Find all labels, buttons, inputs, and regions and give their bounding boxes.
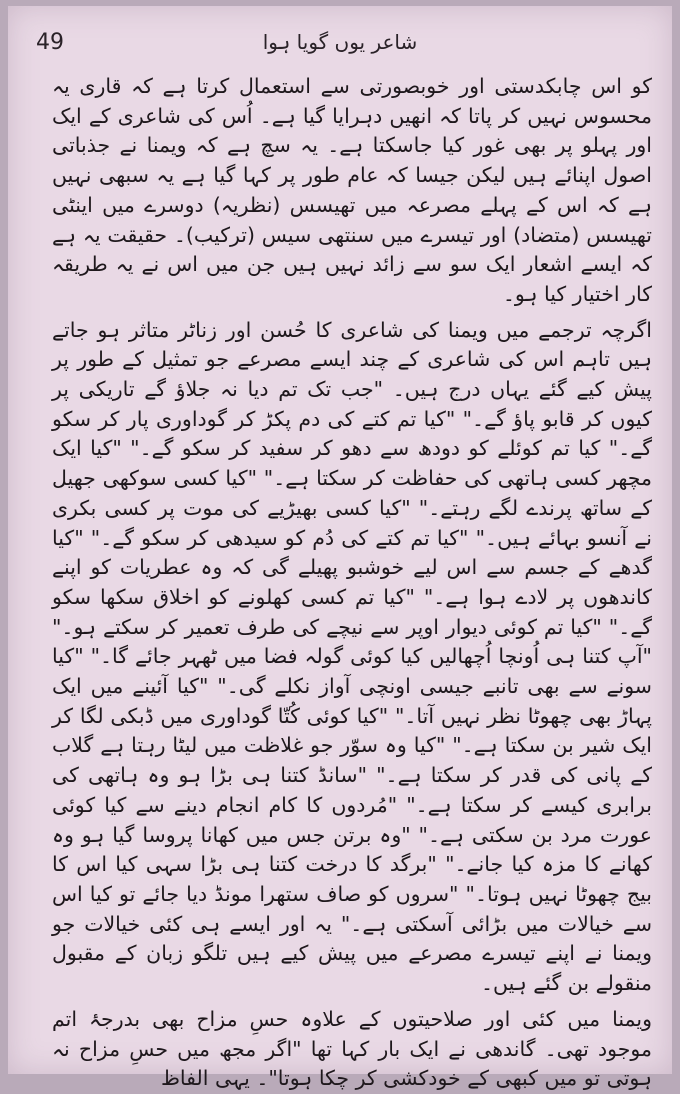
- page-header: [8, 30, 672, 60]
- paragraph: اگرچہ ترجمے میں ویمنا کی شاعری کا حُسن اور زناٹر متاثر ہو جاتے ہیں تاہم اس کی شاعری کے چند ایسے مصرعے جو تمثیل کے طور پر پیش کیے گئے یہاں درج ہیں۔ "جب تک تم دیا نہ جلاؤ گے تاریکی پر کیوں کر قابو پاؤ گے۔" "کیا تم کتے کی دم پکڑ کر گوداوری پار کر سکو گے۔" کیا تم کوئلے کو دودھ سے دھو کر سفید کر سکو گے۔" "کیا ایک مچھر کسی ہاتھی کی حفاظت کر سکتا ہے۔" "کیا کسی سوکھی جھیل کے ساتھ پرندے لگے رہتے۔" "کیا کسی بھیڑیے کی موت پر کسی بکری نے آنسو بہائے ہیں۔" "کیا تم کتے کی دُم کو سیدھی کر سکو گے۔" "کیا گدھے کے جسم سے اس لیے خوشبو پھیلے گی کہ وہ عطریات کو اپنے کاندھوں پر لادے ہوا ہے۔" "کیا تم کسی کھلونے کو اخلاق سکھا سکو گے۔" "کیا تم کوئی دیوار اوپر سے نیچے کی طرف تعمیر کر سکتے ہو۔" "آپ کتنا ہی اُونچا اُچھالیں کیا کوئی گولہ فضا میں ٹھہر جائے گا۔" "کیا سونے سے بھی تانبے جیسی اونچی آواز نکلے گی۔" "کیا آئینے میں ایک پہاڑ بھی چھوٹا نظر نہیں آتا۔" "کیا کوئی کُتّا گوداوری میں ڈبکی لگا کر ایک شیر بن سکتا ہے۔" "کیا وہ سوّر جو غلاظت میں لیٹا رہتا ہے گلاب کے پانی کی قدر کر سکتا ہے۔" "سانڈ کتنا ہی بڑا ہو وہ ہاتھی کی برابری کیسے کر سکتا ہے۔" "مُردوں کا کام انجام دینے سے کیا کوئی عورت مرد بن سکتی ہے۔" "وہ برتن جس میں کھانا پروسا گیا ہو وہ کھانے کا مزہ کیا جانے۔" "برگد کا درخت کتنا ہی بڑا سہی کیا اس کا بیج چھوٹا نہیں ہوتا۔" "سروں کو صاف ستھرا مونڈ دیا جائے تو کیا اس سے خیالات میں بڑائی آسکتی ہے۔" یہ اور ایسے ہی کئی خیالات جو ویمنا نے اپنے تیسرے مصرعے میں پیش کیے ہیں تلگو زبان کے مقبول منقولے بن گئے ہیں۔: [52, 317, 652, 996]
- body-text: [52, 72, 652, 1094]
- running-header: شاعر یوں گویا ہوا: [262, 30, 418, 54]
- page-number: 49: [36, 30, 64, 55]
- paragraph: کو اس چابکدستی اور خوبصورتی سے استعمال کرتا ہے کہ قاری یہ محسوس نہیں کر پاتا کہ انھیں دہرایا گیا ہے۔ اُس کی شاعری کے ایک اور پہلو پر بھی غور کیا جاسکتا ہے۔ یہ سچ ہے کہ ویمنا نے جذباتی اصول اپنائے ہیں لیکن جیسا کہ عام طور پر کہا گیا ہے یہ سبھی نہیں ہے کہ اس کے پہلے مصرعہ میں تھیسس (نظریہ) دوسرے میں اینٹی تھیسس (متضاد) اور تیسرے میں سنتھی سیس (ترکیب)۔ حقیقت یہ ہے کہ ایسے اشعار ایک سو سے زائد نہیں ہیں جن میں اس نے یہ طریقہ کار اختیار کیا ہو۔: [52, 74, 652, 306]
- book-page: [8, 6, 672, 1091]
- paragraph: ویمنا میں کئی اور صلاحیتوں کے علاوہ حسِ مزاح بھی بدرجۂ اتم موجود تھی۔ گاندھی نے ایک بار کہا تھا "اگر مجھ میں حسِ مزاح نہ ہوتی تو میں کبھی کے خودکشی کر چکا ہوتا"۔ یہی الفاظ: [52, 1006, 652, 1091]
